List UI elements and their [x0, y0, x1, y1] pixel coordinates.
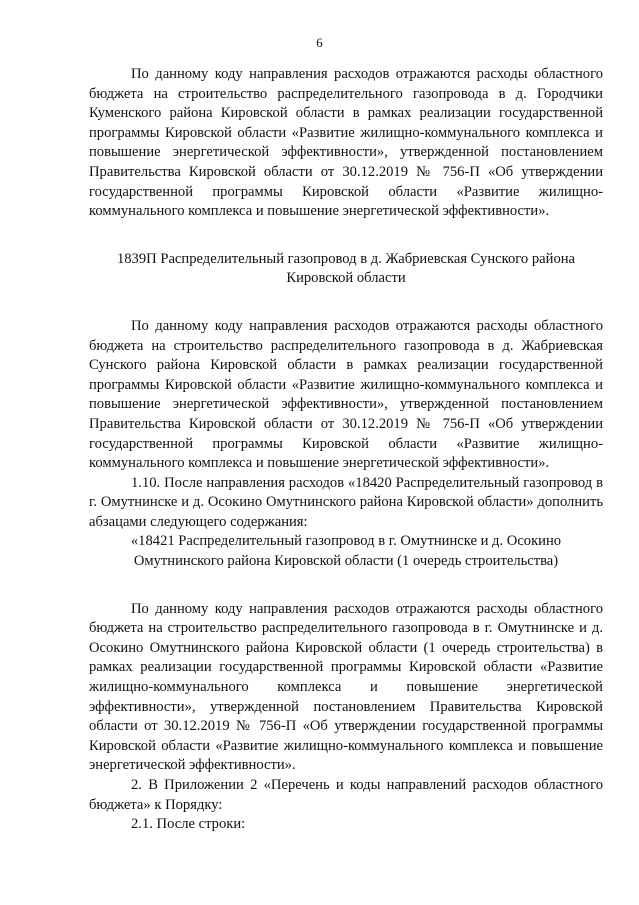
paragraph-zhabrievskaya: По данному коду направления расходов отражаются расходы областного бюджета на строительство распределительного газопровода в д. Жабриевская Сунского района Кировской области в рамках реализации государственной программы Кировской области «Развитие жилищно-коммунального комплекса и повышение энергетической эффективности», утвержденной постановлением Правительства Кировской области от 30.12.2019 № 756-П «Об утверждении государственной программы Кировской области «Развитие жилищно-коммунального комплекса и повышение энергетической эффективности». — [89, 317, 603, 472]
heading-1839p-line2: Кировской области — [286, 270, 406, 287]
heading-18421-line2: Омутнинского района Кировской области (1 очередь строительства) — [133, 553, 559, 570]
paragraph-2-1: 2.1. После строки: — [131, 816, 246, 833]
heading-18421-line1: «18421 Распределительный газопровод в г. Омутнинске и д. Осокино — [130, 533, 562, 550]
paragraph-1-10: 1.10. После направления расходов «18420 Распределительный газопровод в г. Омутнинске и д. Осокино Омутнинского района Кировской области» дополнить абзацами следующего содержания: — [89, 474, 603, 530]
document-body — [89, 65, 603, 835]
heading-1839p-line1: 1839П Распределительный газопровод в д. Жабриевская Сунского района — [116, 250, 576, 267]
paragraph-gorodchiki: По данному коду направления расходов отражаются расходы областного бюджета на строительство распределительного газопровода в д. Городчики Куменского района Кировской области в рамках реализации государственной программы Кировской области «Развитие жилищно-коммунального комплекса и повышение энергетической эффективности», утвержденной постановлением Правительства Кировской области от 30.12.2019 № 756-П «Об утверждении государственной программы Кировской области «Развитие жилищно-коммунального комплекса и повышение энергетической эффективности». — [89, 66, 603, 220]
page-number: 6 — [316, 35, 323, 50]
paragraph-omutninsk: По данному коду направления расходов отражаются расходы областного бюджета на строительство распределительного газопровода в г. Омутнинске и д. Осокино Омутнинского района Кировской области (1 очередь строительства) в рамках реализации государственной программы Кировской области «Развитие жилищно-коммунального комплекса и повышение энергетической эффективности», утвержденной постановлением Правительства Кировской области от 30.12.2019 № 756-П «Об утверждении государственной программы Кировской области «Развитие жилищно-коммунального комплекса и повышение энергетической эффективности». — [89, 600, 603, 774]
paragraph-2: 2. В Приложении 2 «Перечень и коды направлений расходов областного бюджета» к Порядку: — [89, 777, 603, 813]
